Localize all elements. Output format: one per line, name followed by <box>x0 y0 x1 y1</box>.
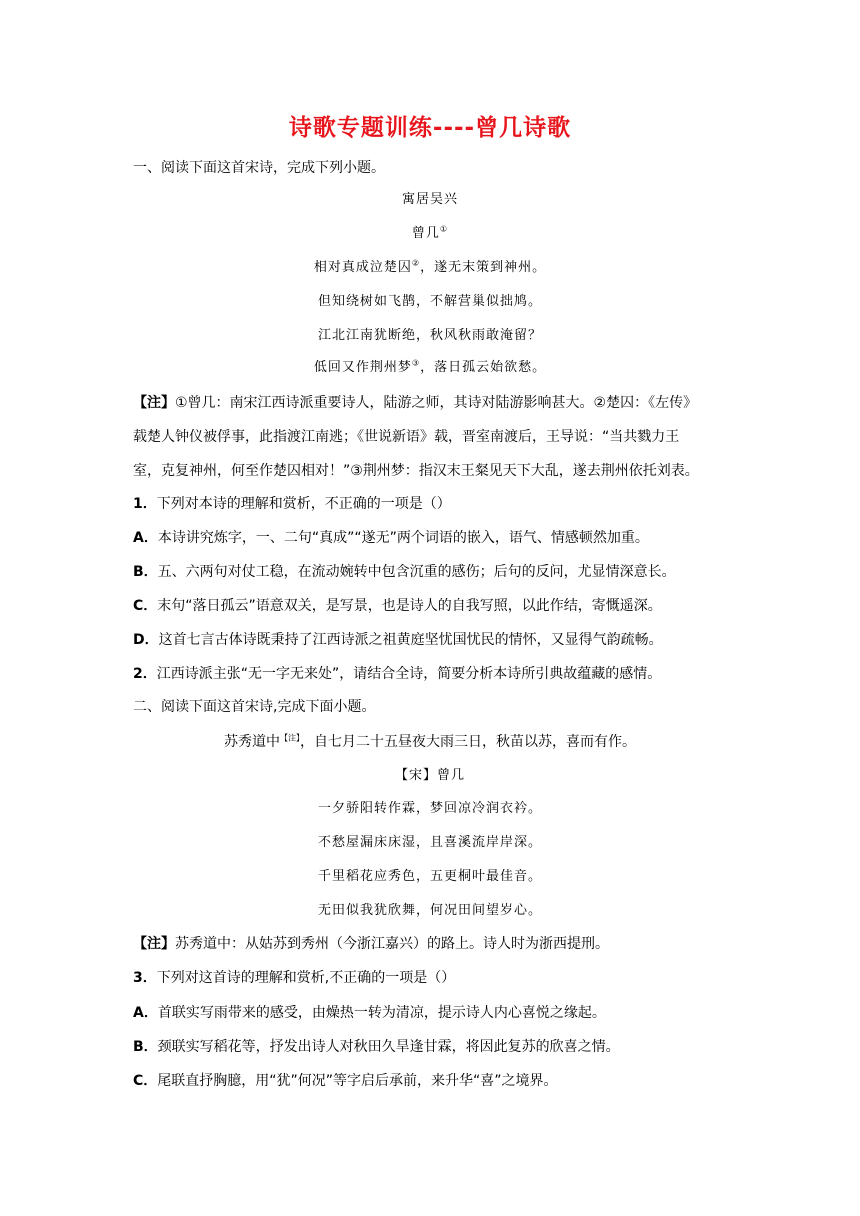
q3-option-a <box>133 1003 733 1023</box>
poem1-author-name: 曾几 <box>411 226 440 241</box>
poem2-line-1: 一夕骄阳转作霖，梦回凉冷润衣衿。 <box>317 801 542 816</box>
page-title: 诗歌专题训练----曾几诗歌 <box>288 115 572 141</box>
option-label: C． <box>133 1073 158 1089</box>
poem2-line-2: 不愁屋漏床床湿，且喜溪流岸岸深。 <box>317 835 542 850</box>
question-number: 1． <box>133 496 157 512</box>
poem1-author <box>0 224 860 244</box>
option-text: 这首七言古体诗既秉持了江西诗派之祖黄庭坚忧国忧民的情怀，又显得气韵疏畅。 <box>158 632 663 648</box>
q3-option-c <box>133 1071 733 1091</box>
poem2-title <box>0 732 860 752</box>
footnote-marker: ② <box>411 258 421 268</box>
poem2-line-4: 无田似我犹欣舞，何况田间望岁心。 <box>317 903 542 918</box>
poem2-line-3: 千里稻花应秀色，五更桐叶最佳音。 <box>317 869 542 884</box>
question-number: 3． <box>133 970 157 986</box>
q1-option-c <box>133 596 733 616</box>
note-label: 【注】 <box>133 395 175 411</box>
option-text: 五、六两句对仗工稳，在流动婉转中包含沉重的感伤；后句的反问，尤显情深意长。 <box>157 564 676 580</box>
question-number: 2． <box>133 666 157 682</box>
poem1-line-4-text-b: ，落日孤云始欲愁。 <box>420 360 547 375</box>
option-text: 首联实写雨带来的感受，由燥热一转为清凉，提示诗人内心喜悦之缘起。 <box>157 1005 606 1021</box>
footnote-marker: 【注】 <box>280 733 300 743</box>
poem2-author: 【宋】曾几 <box>394 768 465 783</box>
option-label: A． <box>133 1005 158 1021</box>
question-3 <box>133 968 733 988</box>
option-label: D． <box>133 632 159 648</box>
question-2 <box>133 664 733 684</box>
poem1-note-line-2: 载楚人钟仪被俘事，此指渡江南逃；《世说新语》载，晋室南渡后，王导说：“当共戮力王 <box>133 429 680 445</box>
option-label: A． <box>133 530 158 546</box>
poem1-note-line-1 <box>133 393 733 413</box>
q1-option-b <box>133 562 733 582</box>
option-label: B． <box>133 1039 158 1055</box>
poem1-line-3: 江北江南犹断绝，秋风秋雨敢淹留？ <box>317 328 542 343</box>
poem1-note-line-3: 室，克复神州，何至作楚囚相对！”③荆州梦：指汉末王粲见天下大乱，遂去荆州依托刘表。 <box>133 463 699 479</box>
q3-option-b <box>133 1037 733 1057</box>
poem1-line-1-text: 相对真成泣楚囚 <box>313 260 412 275</box>
poem1-line-1-text-b: ，遂无末策到神州。 <box>420 260 547 275</box>
option-text: 尾联直抒胸臆，用“犹”何况”等字启后承前，来升华“喜”之境界。 <box>157 1073 558 1089</box>
question-text: 下列对本诗的理解和赏析，不正确的一项是（） <box>156 496 451 512</box>
option-label: C． <box>133 598 158 614</box>
q1-option-a <box>133 528 733 548</box>
poem1-line-2: 但知绕树如飞鹊，不解营巢似拙鸠。 <box>317 294 542 309</box>
note-text: ①曾几：南宋江西诗派重要诗人，陆游之师，其诗对陆游影响甚大。②楚囚：《左传》 <box>175 395 698 411</box>
footnote-marker: ① <box>439 224 449 234</box>
poem1-line-4 <box>0 358 860 378</box>
question-text: 江西诗派主张“无一字无来处”，请结合全诗，简要分析本诗所引典故蕴藏的感情。 <box>156 666 662 682</box>
poem2-note <box>133 934 733 954</box>
poem1-title: 寓居吴兴 <box>401 192 458 207</box>
option-text: 末句“落日孤云”语意双关，是写景，也是诗人的自我写照，以此作结，寄慨遥深。 <box>157 598 662 614</box>
section1-heading: 一、阅读下面这首宋诗，完成下列小题。 <box>133 160 385 176</box>
question-text: 下列对这首诗的理解和赏析,不正确的一项是（） <box>156 970 456 986</box>
option-text: 颈联实写稻花等，抒发出诗人对秋田久旱逢甘霖，将因此复苏的欣喜之情。 <box>157 1039 620 1055</box>
note-label: 【注】 <box>133 936 175 952</box>
poem2-title-text: 苏秀道中 <box>224 734 280 750</box>
question-1 <box>133 494 733 514</box>
option-text: 本诗讲究炼字，一、二句“真成”“遂无”两个词语的嵌入，语气、情感顿然加重。 <box>157 530 649 546</box>
option-label: B． <box>133 564 158 580</box>
section2-heading: 二、阅读下面这首宋诗,完成下面小题。 <box>133 699 376 715</box>
poem2-title-text-b: ，自七月二十五昼夜大雨三日，秋苗以苏，喜而有作。 <box>300 734 636 750</box>
poem1-line-1 <box>0 258 860 278</box>
footnote-marker: ③ <box>411 358 421 368</box>
q1-option-d <box>133 630 733 650</box>
poem1-line-4-text: 低回又作荆州梦 <box>313 360 412 375</box>
note-text: 苏秀道中：从姑苏到秀州（今浙江嘉兴）的路上。诗人时为浙西提刑。 <box>175 936 609 952</box>
